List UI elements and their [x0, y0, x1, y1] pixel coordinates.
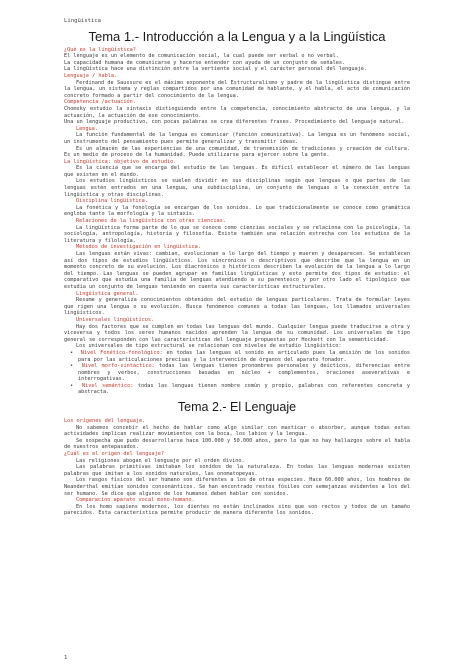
- bullet-label: Nivel Fonético-fonológico:: [80, 349, 163, 356]
- heading-disciplina: Disciplina lingüística.: [76, 198, 148, 205]
- paragraph: Los rasgos físicos del ser humano son diferentes a los de otras especies. Hace 60.000 años, los hombres de Neanderthal emitían sonidos consonánticos. Se han encontrado restos fósiles con semejanzas evidentes a los del ser humano. Se dice que algunos de los humanos deben hablar con sonidos.: [64, 477, 410, 497]
- bullet-icon: •: [70, 363, 82, 370]
- heading-universales: Universales lingüísticos.: [76, 316, 155, 323]
- bullet-item: [64, 383, 410, 396]
- bullet-icon: •: [70, 349, 81, 356]
- bullet-item: [64, 363, 410, 383]
- page-number: 1: [64, 655, 68, 661]
- bullet-label: Nivel morfo-sintáctico:: [81, 363, 155, 370]
- bullet-text: todas las lenguas tienen pronombres personales y deícticos, diferencias entre nombres y verbos, construcciones basadas en núcleo + complementos, oraciones aseverativas e interrogativas.: [78, 363, 410, 383]
- paragraph: Las lenguas están vivas: cambian, evolucionan a lo largo del tiempo y mueren y desaparecen. Se establecen así dos tipos de estudios lingüísticos. Los sincrónicos o descriptivos que describe que la lengua en un momento concreto de su evolución. Los diacrónicos o históricos describen la evolución de la lengua a lo largo del tiempo. Las lenguas se pueden agrupar en familias lingüísticas y esto permite dos tipos de estudio: el comparativo que estudia una familia de lenguas atendiendo a su parentesco y por otro lado el tipológico que estudia un conjunto de lenguas teniendo en cuenta sus características estructurales.: [64, 251, 410, 290]
- paragraph: Es un almacén de las experiencias de una comunidad, de transmisión de tradiciones y creación de cultura. Es un medio de proceso de la humanidad. Puede utilizarse para ejercer sobre la gente.: [64, 145, 410, 159]
- bullet-text: todas las lenguas tienen nombre común y propio, palabras con referentes concreta y abstracta.: [78, 382, 410, 396]
- heading-general: Lingüística general.: [76, 290, 139, 297]
- paragraph: Es la ciencia que se encarga del estudio de las lenguas. Es difícil establecer el número de las lenguas que existen en el mundo.: [64, 165, 410, 178]
- paragraph: Ferdinand de Saussure es el máximo exponente del Estructuralismo y padre de la lingüística distingue entre la lengua, un sistema y reglas compartidos por una comunidad de hablante, y el habla, el acto de comunicación concreto formado a partir del conocimiento de la lengua.: [64, 79, 410, 99]
- paragraph: Resume y generaliza conocimientos obtenidos del estudio de lenguas particulares. Trata de formular leyes que rigen una lengua o su evolución. Busca fenómenos comunes a todas las lenguas, los llamados universales lingüísticos.: [64, 297, 410, 317]
- paragraph: Chomsky estudio la sintaxis distinguiendo entre la competencia, conocimiento abstracto de una lengua, y la actuación, la actuación de ese conocimiento.: [64, 105, 410, 119]
- heading-metodos: Métodos de investigación en lingüística.: [76, 244, 201, 251]
- paragraph: Los universales de tipo estructural se relacionan con niveles de estudio lingüístico:: [76, 343, 342, 350]
- heading-cual-origen: ¿Cuál es el origen del lenguaje?: [64, 451, 164, 458]
- heading-objetivo: La lingüística: objetivo de estudio.: [64, 158, 177, 165]
- tema2-title: Tema 2.- El Lenguaje: [177, 400, 297, 415]
- paragraph: Una un lenguaje productivo, con pocas palabras se crea diferentes frases. Procedimiento del lenguaje natural.: [64, 119, 405, 126]
- bullet-icon: •: [70, 382, 83, 389]
- heading-relaciones: Relaciones de la lingüística con otras ciencias.: [76, 218, 226, 225]
- page-header: Lingüística: [64, 18, 102, 24]
- heading-competencia: Competencia /actuación.: [64, 99, 136, 106]
- paragraph: Los estudios lingüísticos se suelen dividir en sus disciplinas según que lenguas o que partes de las lenguas estén entrados en una lengua, una subdisciplina, un conjunto de lenguas o la conexión entre la lingüística y otras disciplinas.: [64, 178, 410, 198]
- heading-lenguaje-habla: Lenguaje / habla.: [64, 72, 118, 79]
- paragraph: Se sospecha que pudo desarrollarse hace 100.000 y 50.000 años, pero lo que no hay hallazgos sobre el habla de nuestros antepasados.: [64, 437, 410, 451]
- bullet-label: Nivel semántico:: [82, 382, 134, 389]
- paragraph: La función fundamental de la lengua es comunicar (función comunicativa). La lengua es un fenómeno social, un instrumento del pensamiento pues permite generalizar y transmitir ideas.: [64, 132, 410, 145]
- heading-origenes: Los orígenes del lenguaje.: [64, 418, 146, 425]
- tema1-title: Tema 1.- Introducción a la Lengua y a la Lingüística: [88, 28, 386, 44]
- bullet-item: [64, 350, 410, 363]
- paragraph: Las palabras primitivas imitaban los sonidos de la naturaleza. En todas las lenguas modernas existen palabras que imitan a los sonidos naturales, las onomatopeyas.: [64, 464, 410, 477]
- heading-comparacion: Comparación aparato vocal mono-humano.: [76, 497, 195, 504]
- heading-que-es: ¿Qué es la lingüística?: [64, 46, 136, 53]
- bullet-text: en todas las lenguas el sonido es articulado pues la emisión de los sonidos para por las articulaciones precisas y la intervención de órganos del aparato fonador.: [78, 349, 411, 363]
- paragraph: La capacidad humana de comunicarse y hacerse entender con ayuda de un conjunto de señales.: [64, 59, 346, 66]
- paragraph: No sabemos concebir el hecho de hablar como algo similar con masticar o absorber, aunque todas estas actividades implican realizar movimientos con la boca, los labios y la lengua.: [64, 424, 410, 438]
- paragraph: El lenguaje es un elemento de comunicación social, la cual puede ser verbal o no verbal.: [64, 53, 339, 60]
- paragraph: La lingüística forma parte de lo que se conoce como ciencias sociales y se relaciona con la psicología, la sociología, antropología, historia y filosofía. Existe también una relación estrecha con los estudios de la literatura y filología.: [64, 224, 410, 244]
- paragraph: En los homo sapiens modernos, los dientes no están inclinados sino que son rectos y todos de un tamaño parecidos. Esta característica permite producir de manera diferente los sonidos.: [64, 503, 410, 517]
- paragraph: La fonética y la fonología se encargan de los sonidos. Lo que tradicionalmente se conoce como gramática engloba tanto la morfología y la sintaxis.: [64, 204, 410, 218]
- paragraph: Hay dos factores que se cumplen en todas las lenguas del mundo. Cualquier lengua puede traducirse a otra y viceversa y todos los seres humanos nacidos aprenden la lengua de su comunidad. Los universales de tipo general se corresponden con las características del lenguaje propuestas por Hockett con la semanticidad.: [64, 323, 410, 343]
- paragraph: Las religiones abogan el lenguaje por el orden divino.: [76, 457, 245, 464]
- heading-lengua: Lengua.: [76, 125, 98, 132]
- paragraph: La lingüística hace una distinción entre la vertiente social y el carácter personal del lenguaje.: [64, 66, 367, 73]
